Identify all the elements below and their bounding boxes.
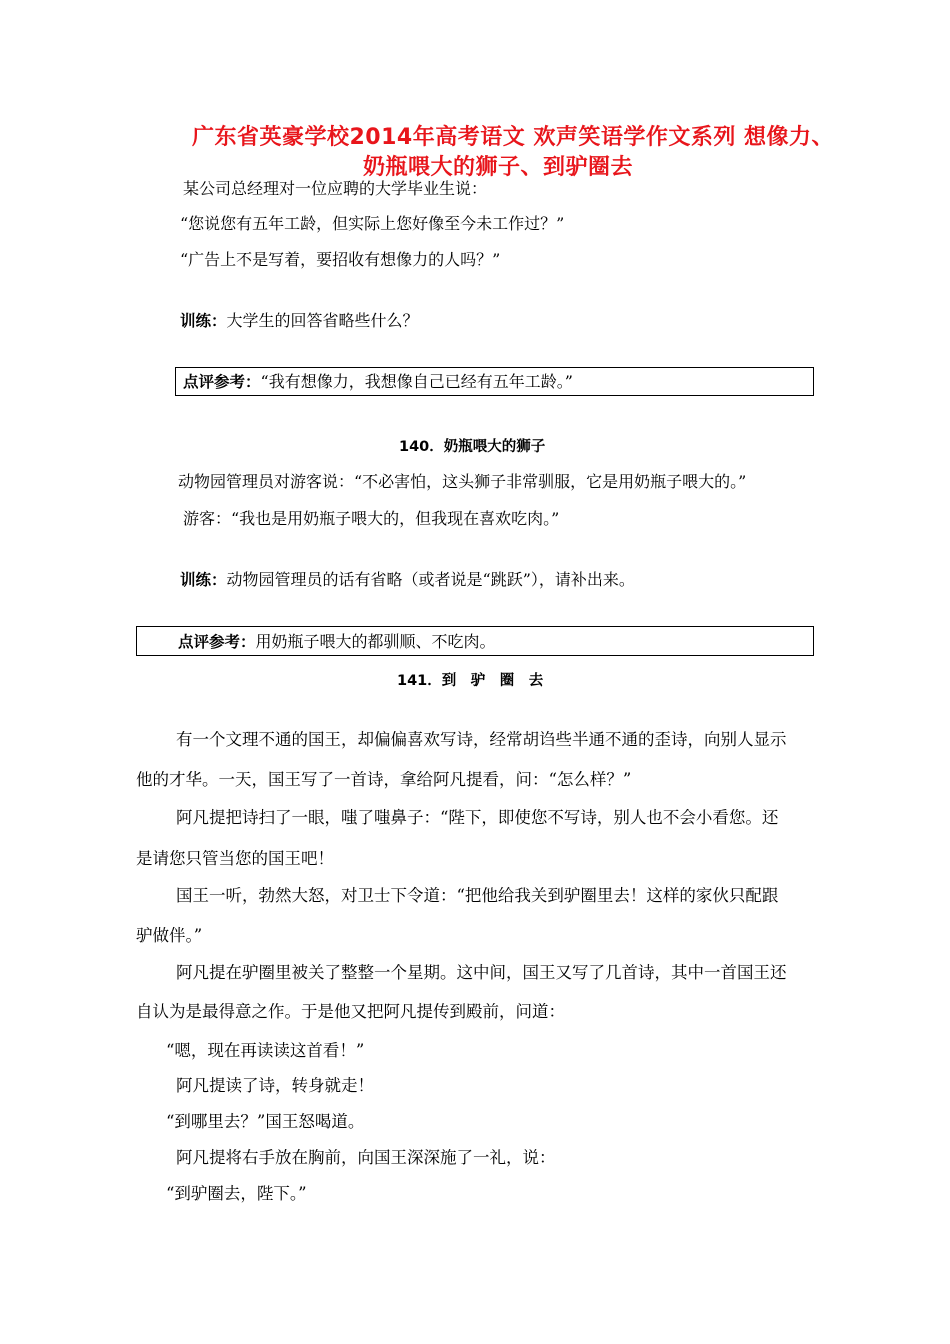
story1-quote-2: “广告上不是写着，要招收有想像力的人吗？” [180, 250, 501, 269]
story2-line-1: 动物园管理员对游客说：“不必害怕，这头狮子非常驯服，它是用奶瓶子喂大的。” [178, 472, 747, 491]
story3-line-9: “到驴圈去，陛下。” [166, 1184, 307, 1203]
story3-line-7: “到哪里去？”国王怒喝道。 [166, 1112, 365, 1131]
story1-training [180, 310, 419, 332]
document-title-line-1: 广东省英豪学校2014年高考语文 欢声笑语学作文系列 想像力、 [192, 125, 835, 150]
training-text: 动物园管理员的话有省略（或者说是“跳跃”），请补出来。 [226, 570, 635, 589]
story3-line-6: 阿凡提读了诗，转身就走！ [176, 1076, 374, 1095]
training-label: 训练： [180, 312, 227, 330]
story3-paragraph-2-line-2: 是请您只管当您的国王吧！ [136, 849, 334, 868]
story2-training [180, 569, 635, 591]
story3-paragraph-4-line-2: 自认为是最得意之作。于是他又把阿凡提传到殿前，问道： [136, 1002, 565, 1021]
training-label: 训练： [180, 571, 227, 589]
story1-quote-1: “您说您有五年工龄，但实际上您好像至今未工作过？” [180, 214, 565, 233]
story3-line-5: “嗯，现在再读读这首看！” [166, 1041, 365, 1060]
story3-paragraph-3-line-2: 驴做伴。” [136, 926, 203, 945]
story2-line-2: 游客：“我也是用奶瓶子喂大的，但我现在喜欢吃肉。” [183, 509, 560, 528]
story3-paragraph-1-line-2: 他的才华。一天，国王写了一首诗，拿给阿凡提看，问：“怎么样？” [136, 770, 632, 789]
story3-paragraph-3-line-1: 国王一听，勃然大怒，对卫士下令道：“把他给我关到驴圈里去！这样的家伙只配跟 [176, 886, 779, 905]
story2-review [178, 631, 496, 653]
story3-paragraph-4-line-1: 阿凡提在驴圈里被关了整整一个星期。这中间，国王又写了几首诗，其中一首国王还 [176, 963, 787, 982]
story3-paragraph-1-line-1: 有一个文理不通的国王，却偏偏喜欢写诗，经常胡诌些半通不通的歪诗，向别人显示 [176, 730, 787, 749]
story1-review [183, 371, 573, 393]
training-text: 大学生的回答省略些什么？ [226, 311, 419, 330]
story2-heading: 140．奶瓶喂大的狮子 [399, 439, 546, 455]
review-label: 点评参考： [178, 633, 256, 651]
review-text: 用奶瓶子喂大的都驯顺、不吃肉。 [255, 632, 496, 651]
story3-heading: 141．到 驴 圈 去 [397, 673, 544, 689]
review-text: “我有想像力，我想像自己已经有五年工龄。” [260, 372, 573, 391]
review-label: 点评参考： [183, 373, 261, 391]
document-title-line-2: 奶瓶喂大的狮子、到驴圈去 [363, 155, 634, 180]
story3-line-8: 阿凡提将右手放在胸前，向国王深深施了一礼，说： [176, 1148, 556, 1167]
story1-intro: 某公司总经理对一位应聘的大学毕业生说： [183, 179, 488, 198]
story3-paragraph-2-line-1: 阿凡提把诗扫了一眼，嗤了嗤鼻子：“陛下，即使您不写诗，别人也不会小看您。还 [176, 808, 779, 827]
